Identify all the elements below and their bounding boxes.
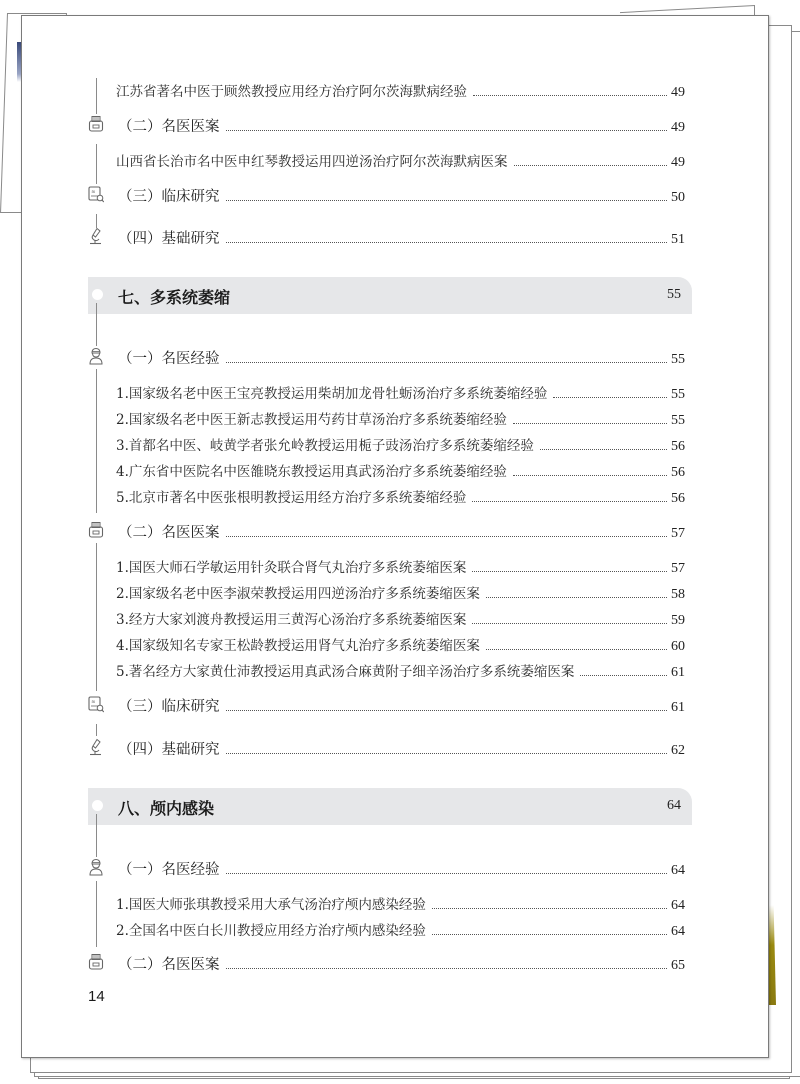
dot-leader (514, 164, 668, 166)
toc-item[interactable]: 1.国医大师张琪教授采用大承气汤治疗颅内感染经验 64 (116, 897, 685, 913)
toc-subsection[interactable]: （二）名医医案 49 (118, 119, 685, 135)
dot-leader (472, 500, 667, 502)
toc-item[interactable]: 4.广东省中医院名中医雒晓东教授运用真武汤治疗多系统萎缩经验 56 (116, 464, 685, 480)
toc-item[interactable]: 1.国医大师石学敏运用针灸联合肾气丸治疗多系统萎缩医案 57 (116, 560, 685, 576)
toc-subsection[interactable]: （二）名医医案 57 (118, 525, 685, 541)
chapter-title: 八、颅内感染 (118, 799, 215, 818)
toc-subsection[interactable]: （一）名医经验 64 (118, 862, 685, 878)
bullet-dot-icon (92, 289, 103, 300)
chapter-page: 55 (667, 287, 681, 302)
case-record-icon (88, 953, 104, 971)
dot-leader (486, 648, 667, 650)
case-record-icon (88, 115, 104, 133)
bullet-dot-icon (92, 800, 103, 811)
toc-item[interactable]: 5.北京市著名中医张根明教授运用经方治疗多系统萎缩经验 56 (116, 490, 685, 506)
page-number: 14 (88, 988, 105, 1005)
dot-leader (486, 596, 667, 598)
chapter-title: 七、多系统萎缩 (118, 288, 231, 307)
dot-leader (432, 933, 667, 935)
toc-item[interactable]: 2.国家级名老中医李淑荣教授运用四逆汤治疗多系统萎缩医案 58 (116, 586, 685, 602)
connector-line (96, 78, 97, 114)
connector-line (96, 881, 97, 947)
connector-line (96, 724, 97, 736)
dot-leader (473, 94, 667, 96)
toc-subsection[interactable]: （三）临床研究 61 (118, 699, 685, 715)
toc-subsection[interactable]: （二）名医医案 65 (118, 957, 685, 973)
connector-line (96, 303, 97, 346)
chapter-heading[interactable] (88, 277, 692, 314)
dot-leader (226, 967, 668, 969)
dot-leader (226, 241, 668, 243)
dot-leader (513, 474, 667, 476)
toc-subsection[interactable]: （一）名医经验 55 (118, 351, 685, 367)
dot-leader (226, 129, 668, 131)
case-record-icon (88, 521, 104, 539)
dot-leader (226, 199, 668, 201)
dot-leader (226, 752, 668, 754)
connector-line (96, 369, 97, 513)
chapter-heading[interactable] (88, 788, 692, 825)
clinical-research-icon (88, 185, 104, 203)
doctor-icon (88, 347, 104, 365)
toc-item[interactable]: 山西省长治市名中医申红琴教授运用四逆汤治疗阿尔茨海默病医案 49 (116, 154, 685, 170)
toc-item[interactable]: 江苏省著名中医于顾然教授应用经方治疗阿尔茨海默病经验 49 (116, 84, 685, 100)
toc-item[interactable]: 1.国家级名老中医王宝亮教授运用柴胡加龙骨牡蛎汤治疗多系统萎缩经验 55 (116, 386, 685, 402)
toc-item[interactable]: 5.著名经方大家黄仕沛教授运用真武汤合麻黄附子细辛汤治疗多系统萎缩医案 61 (116, 664, 685, 680)
clinical-research-icon (88, 695, 104, 713)
connector-line (96, 144, 97, 184)
chapter-page: 64 (667, 798, 681, 813)
toc-subsection[interactable]: （三）临床研究 50 (118, 189, 685, 205)
doctor-icon (88, 858, 104, 876)
toc-item[interactable]: 2.国家级名老中医王新志教授运用芍药甘草汤治疗多系统萎缩经验 55 (116, 412, 685, 428)
dot-leader (226, 872, 668, 874)
toc-item[interactable]: 4.国家级知名专家王松龄教授运用肾气丸治疗多系统萎缩医案 60 (116, 638, 685, 654)
dot-leader (472, 622, 667, 624)
connector-line (96, 214, 97, 228)
toc-subsection[interactable]: （四）基础研究 51 (118, 231, 685, 247)
toc-item[interactable]: 3.首都名中医、岐黄学者张允岭教授运用栀子豉汤治疗多系统萎缩经验 56 (116, 438, 685, 454)
connector-line (96, 814, 97, 857)
svg-text:≋: ≋ (91, 699, 96, 706)
dot-leader (540, 448, 667, 450)
dot-leader (432, 907, 667, 909)
dot-leader (226, 709, 668, 711)
dot-leader (472, 570, 667, 572)
dot-leader (580, 674, 667, 676)
microscope-icon (88, 227, 104, 245)
microscope-icon (88, 738, 104, 756)
dot-leader (513, 422, 667, 424)
dot-leader (226, 361, 668, 363)
dot-leader (226, 535, 668, 537)
connector-line (96, 543, 97, 691)
dot-leader (553, 396, 667, 398)
toc-subsection[interactable]: （四）基础研究 62 (118, 742, 685, 758)
toc-page (21, 15, 769, 1058)
toc-item[interactable]: 3.经方大家刘渡舟教授运用三黄泻心汤治疗多系统萎缩医案 59 (116, 612, 685, 628)
svg-text:≋: ≋ (91, 189, 96, 196)
toc-item[interactable]: 2.全国名中医白长川教授应用经方治疗颅内感染经验 64 (116, 923, 685, 939)
